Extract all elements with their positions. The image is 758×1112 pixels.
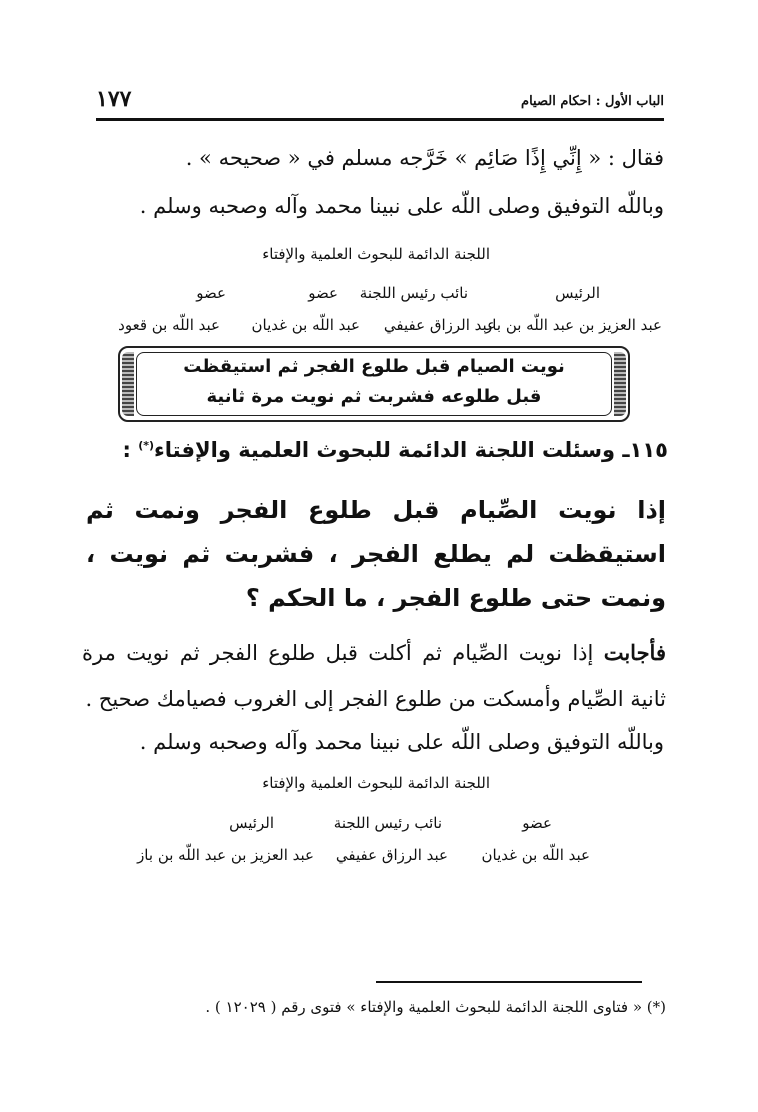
question-heading-suffix: : <box>122 438 139 462</box>
role-member: عضو <box>522 814 552 832</box>
signature-roles <box>0 814 758 834</box>
committee-name: اللجنة الدائمة للبحوث العلمية والإفتاء <box>262 245 490 263</box>
role-chairman: الرئيس <box>555 284 600 302</box>
signatory-name: عبد اللّه بن غديان <box>251 316 360 334</box>
section-heading-line: قبل طلوعه فشربت ثم نويت مرة ثانية <box>206 386 542 407</box>
section-heading-line: نويت الصيام قبل طلوع الفجر ثم استيقظت <box>183 356 565 377</box>
signatory-name: عبد اللّه بن غديان <box>481 846 590 864</box>
role-member: عضو <box>196 284 226 302</box>
page-header <box>96 84 664 118</box>
previous-fatwa-closing: وباللّه التوفيق وصلى اللّه على نبينا محمد وآله وصحبه وسلم . <box>139 194 664 218</box>
question-text: إذا نويت الصِّيام قبل طلوع الفجر ونمت ثم استيقظت لم يطلع الفجر ، فشربت ثم نويت ، ونمت حتى طلوع الفجر ، ما الحكم ؟ <box>86 496 666 612</box>
role-chairman: الرئيس <box>229 814 274 832</box>
role-member: عضو <box>308 284 338 302</box>
footnote-marker: (*) <box>138 439 155 452</box>
committee-name: اللجنة الدائمة للبحوث العلمية والإفتاء <box>262 774 490 792</box>
header-rule <box>96 118 664 121</box>
answer-paragraph <box>82 630 666 722</box>
role-vice-chairman: نائب رئيس اللجنة <box>359 284 468 302</box>
signatory-name: عبد العزيز بن عبد اللّه بن باز <box>137 846 314 864</box>
role-vice-chairman: نائب رئيس اللجنة <box>333 814 442 832</box>
signature-names <box>0 846 758 868</box>
signatory-name: عبد الرزاق عفيفي <box>335 846 448 864</box>
signatory-name: عبد اللّه بن قعود <box>118 316 220 334</box>
fatwa-closing: وباللّه التوفيق وصلى اللّه على نبينا محمد وآله وصحبه وسلم . <box>139 730 664 754</box>
footnote: (*) « فتاوى اللجنة الدائمة للبحوث العلمية والإفتاء » فتوى رقم ( ١٢٠٢٩ ) . <box>205 998 666 1016</box>
question-heading <box>123 438 668 462</box>
footnote-rule <box>376 981 642 983</box>
signature-names <box>0 316 758 338</box>
answer-text: إذا نويت الصِّيام ثم أكلت قبل طلوع الفجر ثم نويت مرة ثانية الصِّيام وأمسكت من طلوع الفجر إلى الغروب فصيامك صحيح . <box>82 641 666 711</box>
section-heading-box <box>118 346 630 422</box>
running-title: الباب الأول : احكام الصيام <box>521 94 664 109</box>
signatory-name: عبد العزيز بن عبد اللّه بن باز <box>485 316 662 334</box>
signature-roles <box>0 284 758 304</box>
signatory-name: عبد الرزاق عفيفي <box>383 316 496 334</box>
answer-lead: فأجابت <box>603 640 666 665</box>
question-heading-text: ١١٥ـ وسئلت اللجنة الدائمة للبحوث العلمية والإفتاء <box>154 438 668 462</box>
page-number: ١٧٧ <box>96 86 132 112</box>
previous-fatwa-quote: فقال : « إِنِّي إِذًا صَائِم » خَرَّجه مسلم في « صحيحه » . <box>185 146 664 170</box>
